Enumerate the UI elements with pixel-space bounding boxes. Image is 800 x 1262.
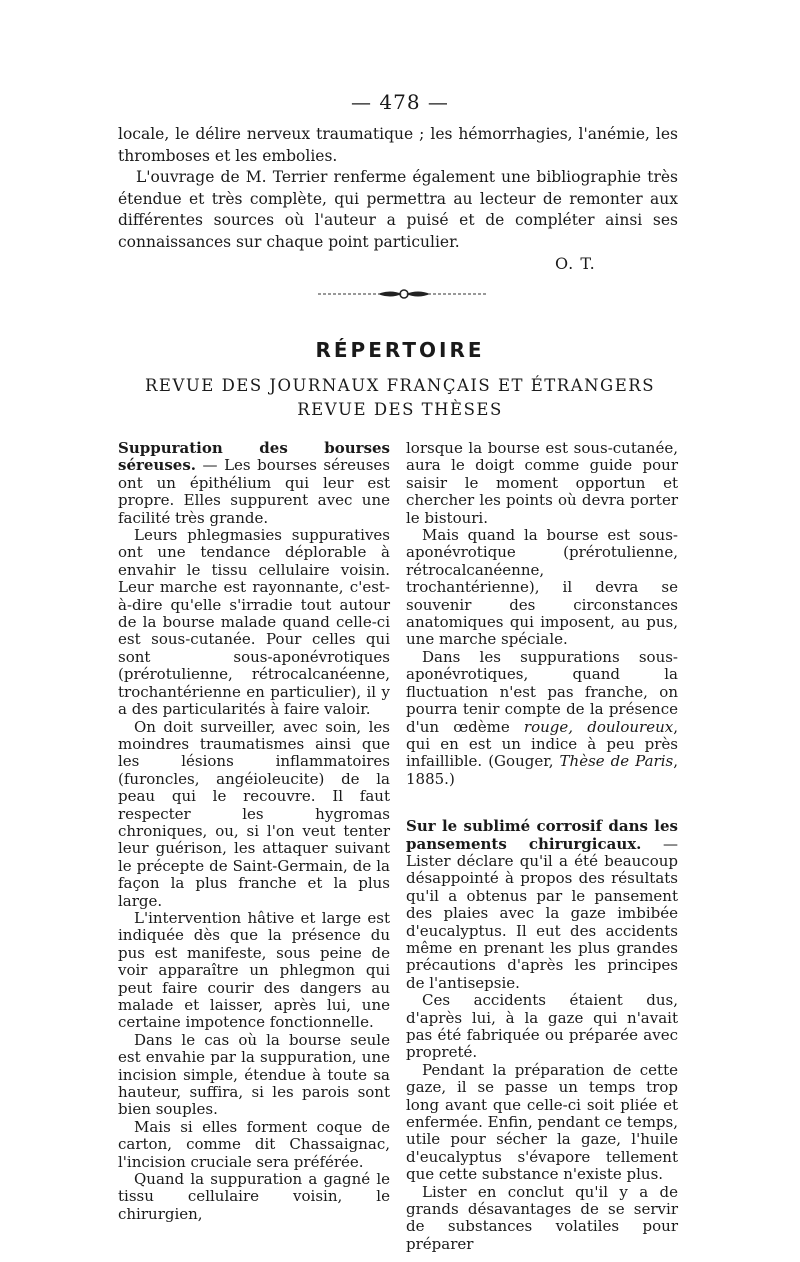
article1-paragraph-citation <box>406 649 678 788</box>
article1-paragraph: On doit surveiller, avec soin, les moindres traumatismes ainsi que les lésions inflammatoires (furoncles, angéioleucite) de la peau qui le recouvre. Il faut respecter les hygromas chroniques, ou, si l'on veut tenter leur guérison, les attaquer suivant le précepte de Saint-Germain, de la façon la plus franche et la plus large. <box>118 717 390 910</box>
article1-text: Dans les suppurations sous-aponévrotiques, quand la fluctuation n'est pas franche, on pourra tenir compte de la présence d'un œdème <box>406 647 678 736</box>
section-subtitle-journals: REVUE DES JOURNAUX FRANÇAIS ET ÉTRANGERS <box>144 376 656 395</box>
article2-intro <box>406 818 678 992</box>
article1-paragraph: L'intervention hâtive et large est indiquée dès que la présence du pus est manifeste, sous peine de voir apparaître un phlegmon qui peut faire courir des dangers au malade et laisser, après lui, une certaine impotence fonctionnelle. <box>118 908 390 1032</box>
article2-paragraph: Lister en conclut qu'il y a de grands désavantages de se servir de substances volatiles pour préparer <box>406 1182 678 1253</box>
intro-text <box>118 124 678 253</box>
article1-paragraph: lorsque la bourse est sous-cutanée, aura le doigt comme guide pour saisir le moment opportun et chercher les points où devra porter le bistouri. <box>406 439 678 527</box>
article2-heading: Sur le sublimé corrosif dans les pansements chirurgicaux. <box>406 817 678 853</box>
article2-paragraph: Pendant la préparation de cette gaze, il se passe un temps trop long avant que celle-ci soit pliée et enfermée. Enfin, pendant ce temps, utile pour sécher la gaze, l'huile d'eucalyptus s'évapore tellement que cette substance n'existe plus. <box>406 1060 678 1184</box>
ornament-divider-icon <box>318 286 488 302</box>
article1-text: , qui en est un indice à peu près infaillible. (Gouger, <box>406 717 678 771</box>
article1-text: , 1885.) <box>406 752 678 788</box>
left-column <box>118 440 390 1223</box>
article1-paragraph: Mais quand la bourse est sous-aponévrotique (prérotulienne, rétrocalcanéenne, trochantérienne), il devra se souvenir des circonstances anatomiques qui imposent, au pus, une marche spéciale. <box>406 526 678 649</box>
article1-paragraph: Mais si elles forment coque de carton, comme dit Chassaignac, l'incision cruciale sera préférée. <box>118 1117 390 1171</box>
article2-text: — Lister déclare qu'il a été beaucoup désappointé à propos des résultats qu'il a obtenus par le pansement des plaies avec la gaze imbibée d'eucalyptus. Il eut des accidents même en prenant les plus grandes précautions d'après les principes de l'antisepsie. <box>406 834 678 992</box>
article1-paragraph: Quand la suppuration a gagné le tissu cellulaire voisin, le chirurgien, <box>118 1170 390 1223</box>
section-subtitle-theses: REVUE DES THÈSES <box>297 400 503 419</box>
intro-paragraph: L'ouvrage de M. Terrier renferme également une bibliographie très étendue et très complète, qui permettra au lecteur de remonter aux différentes sources où l'auteur a puisé et de compléter ainsi ses connaissances sur chaque point particulier. <box>118 168 678 251</box>
section-title: RÉPERTOIRE <box>315 338 485 362</box>
right-column <box>406 440 678 1253</box>
article1-paragraph: Leurs phlegmasies suppuratives ont une tendance déplorable à envahir le tissu cellulaire voisin. Leur marche est rayonnante, c'est-à-dire qu'elle s'irradie tout autour de la bourse malade quand celle-ci est sous-cutanée. Pour celles qui sont sous-aponévrotiques (prérotulienne, rétrocalcanéenne, trochantérienne en particulier), il y a des particularités à faire valoir. <box>118 526 390 719</box>
article1-text: — Les bourses séreuses ont un épithélium qui leur est propre. Elles suppurent avec une facilité très grande. <box>118 456 390 527</box>
article1-heading: Suppuration des bourses séreuses. <box>118 439 390 475</box>
article1-paragraph: Dans le cas où la bourse seule est envahie par la suppuration, une incision simple, étendue à toute sa hauteur, suffira, si les parois sont bien souples. <box>118 1030 390 1119</box>
page-number: — 478 — <box>351 90 449 114</box>
article1-thesis-title: Thèse de Paris <box>559 752 674 771</box>
article1-emphasis: rouge, douloureux <box>523 717 674 736</box>
article1-intro <box>118 440 390 527</box>
article-spacer <box>406 788 678 818</box>
signature: O. T. <box>555 254 596 273</box>
article2-paragraph: Ces accidents étaient dus, d'après lui, à la gaze qui n'avait pas été fabriquée ou préparée avec propreté. <box>406 991 678 1062</box>
intro-paragraph: locale, le délire nerveux traumatique ; les hémorrhagies, l'anémie, les thromboses et les embolies. <box>118 125 678 165</box>
